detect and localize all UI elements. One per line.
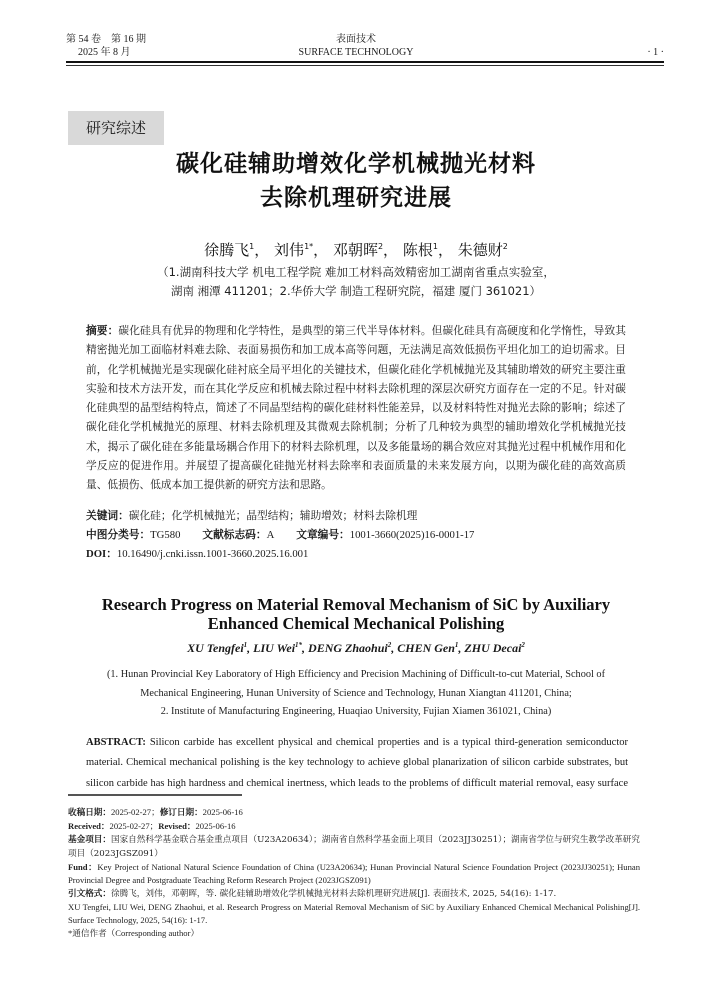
abstract-en-label: ABSTRACT: xyxy=(86,737,146,748)
keywords-label: 关键词： xyxy=(86,509,129,522)
author-aff: 1 xyxy=(454,641,459,649)
title-cn-line1: 碳化硅辅助增效化学机械抛光材料 xyxy=(176,151,536,177)
author-aff: 2 xyxy=(377,242,384,251)
abstract-cn-text: 碳化硅具有优异的物理和化学特性，是典型的第三代半导体材料。但碳化硅具有高硬度和化学惰性，导致其精密抛光加工面临材料难去除、表面易损伤和加工成本高等问题，无法满足高效低损伤平坦化加工的迫切需求。目前，化学机械抛光是实现碳化硅衬底全局平坦化的关键技术，但碳化硅化学机械抛光及其辅助增效的研究主要注重实验和技术方法开发，而在其化学反应和机械去除过程中材料去除机理的深层次研究方面存在一定的不足。针对碳化硅典型的晶型结构特点，简述了不同晶型结构的碳化硅材料性能差异，以及材料特性对抛光去除的影响；综述了碳化硅化学机械抛光的原理、材料去除机理及其微观去除机制；分析了几种较为典型的辅助增效化学机械抛光技术，揭示了碳化硅在多能量场耦合作用下的材料去除机理，以及多能量场的耦合效应对其抛光过程中机械作用和化学反应的促进作用。并展望了提高碳化硅抛光材料去除率和表面质量的未来发展方向，以期为碳化硅的高效高质量、低损伤、低成本加工提供新的研究方法和思路。 xyxy=(86,324,626,492)
author-cn: 陈根 xyxy=(402,241,433,259)
article-no-label: 文章编号： xyxy=(296,528,350,541)
author-aff: 1* xyxy=(295,641,303,649)
affiliation-en-line3: 2. Institute of Manufacturing Engineering, Huaqiao University, Fujian Xiamen 361021, China) xyxy=(160,706,552,717)
abstract-en-text: Silicon carbide has excellent physical and chemical properties and is a typical third-generation semiconductor material. Chemical mechanical polishing is the key technology to achieve global planarization of silicon carbide substrates, but silicon carbide has high hardness and chemical inertness, which leads to the problems of difficult material removal, easy surface xyxy=(86,737,628,789)
title-cn-line2: 去除机理研究进展 xyxy=(260,185,452,211)
title-cn xyxy=(0,147,712,215)
footnote-rule xyxy=(68,794,242,796)
abstract-en xyxy=(86,733,628,794)
page-number: · 1 · xyxy=(647,47,664,58)
classification-line xyxy=(86,526,646,544)
affiliation-cn-line2: 湖南 湘潭 411201；2.华侨大学 制造工程研究院，福建 厦门 361021） xyxy=(170,284,542,298)
running-header-left xyxy=(66,33,146,59)
authors-en: XU Tengfei$^1$, LIU Wei$^{1*}$, DENG Zhaohui$^2$, CHEN Gen$^1$, ZHU Decai$^2$ xyxy=(187,641,525,655)
running-header-center xyxy=(256,33,456,59)
volume-issue: 第 54 卷 第 16 期 xyxy=(66,34,146,45)
author-aff: 2 xyxy=(502,242,508,251)
footnotes xyxy=(68,806,640,940)
affiliations-cn xyxy=(0,263,712,301)
fund-en-label: Fund： xyxy=(68,862,98,872)
affiliation-cn-line1: （1.湖南科技大学 机电工程学院 难加工材料高效精密加工湖南省重点实验室， xyxy=(157,265,555,279)
title-en-line1: Research Progress on Material Removal Mechanism of SiC by Auxiliary xyxy=(101,595,611,614)
column-label: 研究综述 xyxy=(68,111,164,145)
authors-cn: 徐腾飞$^1$， 刘伟$^{1*}$， 邓朝晖$^2$， 陈根$^1$， 朱德财$^2$ xyxy=(204,241,508,259)
doc-code-label: 文献标志码： xyxy=(202,528,267,541)
citation-cn xyxy=(68,887,640,901)
doc-code-value: A xyxy=(266,529,275,541)
received-en-label: Received： xyxy=(68,821,110,831)
affiliations-en xyxy=(80,666,632,722)
header-rule-thin xyxy=(66,65,664,66)
author-en: XU Tengfei xyxy=(187,641,244,655)
doi-line xyxy=(86,545,646,563)
author-aff: 2 xyxy=(387,641,392,649)
keywords-cn xyxy=(86,507,646,525)
author-en: DENG Zhaohui xyxy=(308,641,388,655)
author-cn: 徐腾飞 xyxy=(204,241,250,259)
header-rule-thick xyxy=(66,61,664,63)
citation-cn-label: 引文格式： xyxy=(68,889,111,899)
revised-cn-label: 修订日期： xyxy=(159,808,203,818)
abstract-cn xyxy=(86,321,626,495)
issue-date: 2025 年 8 月 xyxy=(78,47,131,58)
dates-cn xyxy=(68,806,640,820)
article-no-value: 1001-3660(2025)16-0001-17 xyxy=(349,529,475,541)
fund-cn xyxy=(68,833,640,861)
abstract-cn-label: 摘要： xyxy=(86,324,119,337)
author-aff: 1* xyxy=(304,242,314,251)
author-en: CHEN Gen xyxy=(397,641,455,655)
citation-en: XU Tengfei, LIU Wei, DENG Zhaohui, et al. Research Progress on Material Removal Mechanism of SiC by Auxiliary Enhanced Chemical Mechanical Polishing[J]. Surface Technology, 2025, 54(16): 1-17. xyxy=(68,902,640,925)
clc-label: 中图分类号： xyxy=(86,528,151,541)
author-cn: 朱德财 xyxy=(457,241,503,259)
affiliation-en-line1: (1. Hunan Provincial Key Laboratory of High Efficiency and Precision Machining of Difficult-to-cut Material, School of xyxy=(106,669,606,680)
received-en-date: 2025-02-27； xyxy=(109,821,159,831)
title-en-line2: Enhanced Chemical Mechanical Polishing xyxy=(207,614,505,633)
clc-value: TG580 xyxy=(150,529,181,541)
fund-en xyxy=(68,861,640,887)
author-aff: 1 xyxy=(243,641,248,649)
author-aff: 1 xyxy=(432,242,438,251)
author-aff: 1 xyxy=(249,242,255,251)
revised-en-label: Revised： xyxy=(158,821,196,831)
received-cn-date: 2025-02-27； xyxy=(110,807,160,817)
author-aff: 2 xyxy=(521,641,525,649)
fund-cn-label: 基金项目： xyxy=(68,835,111,845)
author-en: ZHU Decai xyxy=(464,641,522,655)
corresponding-author: *通信作者（Corresponding author） xyxy=(68,928,200,938)
journal-name-en: SURFACE TECHNOLOGY xyxy=(298,47,414,58)
title-en xyxy=(0,595,712,633)
author-en: LIU Wei xyxy=(253,641,296,655)
author-cn: 邓朝晖 xyxy=(332,241,378,259)
citation-cn-text: 徐腾飞，刘伟，邓朝晖，等. 碳化硅辅助增效化学机械抛光材料去除机理研究进展[J]. 表面技术, 2025, 54(16): 1-17. xyxy=(110,889,557,899)
journal-name-cn: 表面技术 xyxy=(336,34,376,45)
dates-en xyxy=(68,820,640,833)
fund-cn-text: 国家自然科学基金联合基金重点项目（U23A20634）；湖南省自然科学基金面上项目（2023JJ30251）；湖南省学位与研究生教学改革研究项目（2023JGSZ091） xyxy=(68,835,640,859)
received-cn-label: 收稿日期： xyxy=(68,808,111,818)
affiliation-en-line2: Mechanical Engineering, Hunan University of Science and Technology, Hunan Xiangtan 411201, China; xyxy=(140,687,572,699)
doi-label: DOI： xyxy=(86,548,117,560)
keywords-text: 碳化硅；化学机械抛光；晶型结构；辅助增效；材料去除机理 xyxy=(128,509,418,522)
fund-en-text: Key Project of National Natural Science Foundation of China (U23A20634); Hunan Provincial Natural Science Foundation Project (2023JJ30251); Hunan Provincial Degree and Postgraduate Teaching Reform Research Project (2023JGSZ091) xyxy=(68,862,641,885)
author-cn: 刘伟 xyxy=(274,241,305,259)
revised-cn-date: 2025-06-16 xyxy=(202,807,243,817)
doi-link[interactable]: 10.16490/j.cnki.issn.1001-3660.2025.16.001 xyxy=(116,548,309,560)
revised-en-date: 2025-06-16 xyxy=(195,821,236,831)
